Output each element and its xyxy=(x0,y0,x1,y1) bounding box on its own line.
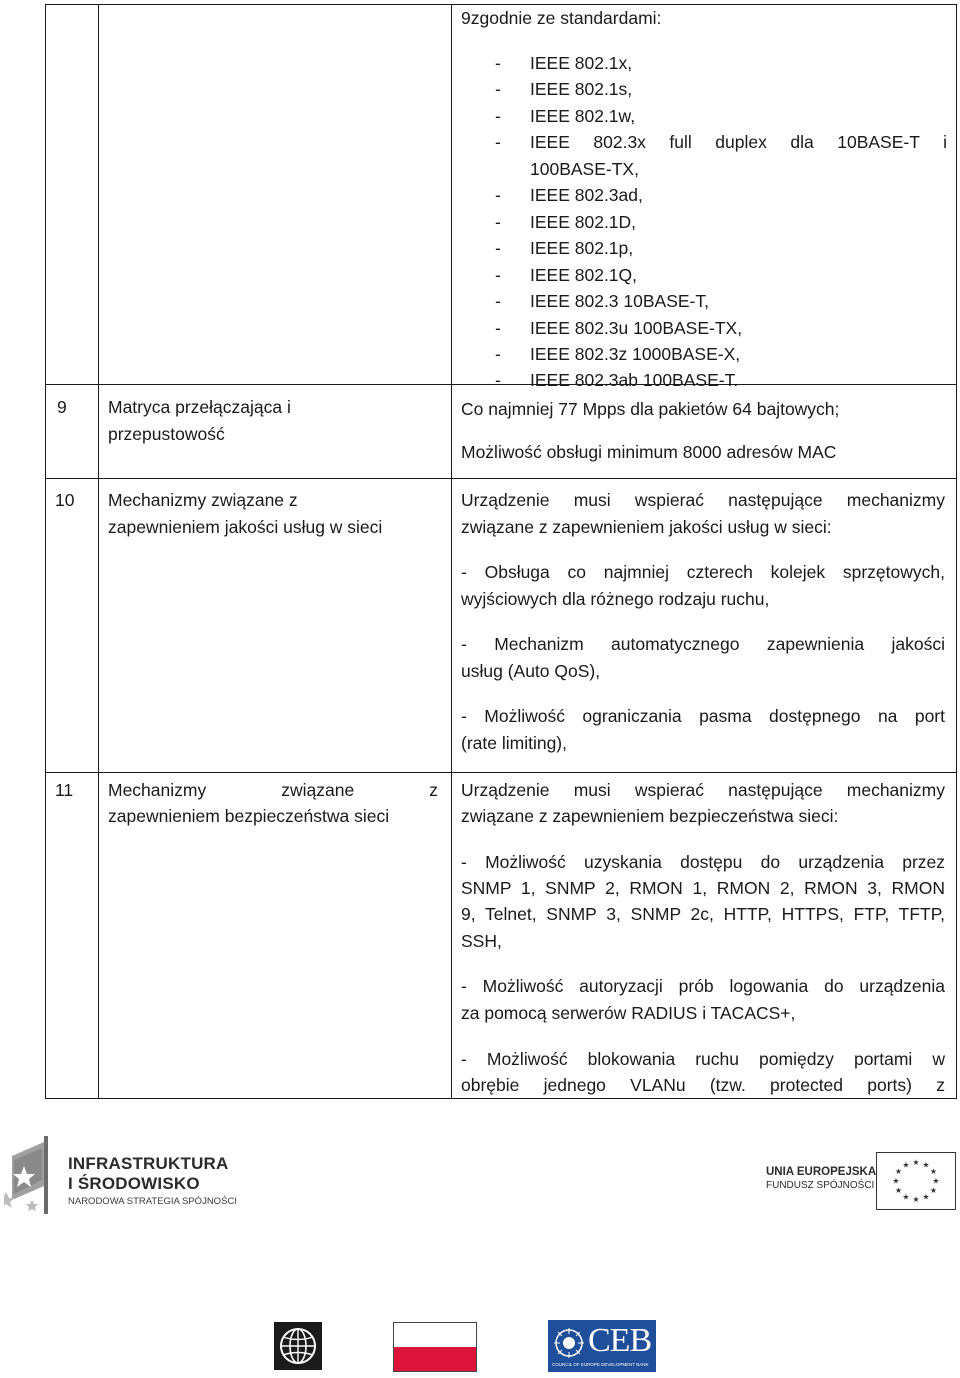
row-number: 11 xyxy=(55,780,74,800)
table-left-border xyxy=(45,4,46,1099)
eu-flag-icon xyxy=(876,1152,956,1212)
row-description-line: (rate limiting), xyxy=(461,733,567,753)
svg-text:★: ★ xyxy=(929,1186,938,1195)
row-description-line: Urządzenie musi wspierać następujące mechanizmy xyxy=(461,490,945,510)
flag-white-stripe xyxy=(394,1323,476,1347)
row-description-line: związane z zapewnieniem bezpieczeństwa sieci: xyxy=(461,806,839,826)
svg-text:★: ★ xyxy=(929,1167,938,1176)
row-description-line: - Możliwość autoryzacji prób logowania do urządzenia xyxy=(461,976,945,996)
logo-text-line: INFRASTRUKTURA xyxy=(68,1154,229,1173)
row-number: 10 xyxy=(55,490,75,510)
poland-flag xyxy=(393,1322,477,1372)
logo-text-line: NARODOWA STRATEGIA SPÓJNOŚCI xyxy=(68,1196,237,1207)
row-number: 9 xyxy=(57,397,67,417)
row-description-line: SSH, xyxy=(461,931,502,951)
svg-text:★: ★ xyxy=(922,1192,930,1202)
row-description-line: usług (Auto QoS), xyxy=(461,661,601,681)
row-description-line: 9, Telnet, SNMP 3, SNMP 2c, HTTP, HTTPS, FTP, TFTP, xyxy=(461,904,945,924)
flag-red-stripe xyxy=(394,1347,476,1371)
svg-text:★: ★ xyxy=(894,1167,903,1176)
row-description-line: Co najmniej 77 Mpps dla pakietów 64 bajtowych; xyxy=(461,399,840,419)
svg-text:★: ★ xyxy=(892,1176,900,1186)
row-name-line: zapewnieniem bezpieczeństwa sieci xyxy=(108,806,390,826)
logo-text-line: UNIA EUROPEJSKA xyxy=(766,1166,877,1178)
row-description-line: Możliwość obsługi minimum 8000 adresów MAC xyxy=(461,442,837,462)
eu-cohesion-fund-logo xyxy=(766,1150,956,1212)
ceb-text: CEB xyxy=(588,1322,652,1359)
logo-text-line: FUNDUSZ SPÓJNOŚCI xyxy=(766,1180,875,1191)
row-description-line: wyjściowych dla różnego rodzaju ruchu, xyxy=(461,589,770,609)
svg-text:★: ★ xyxy=(922,1160,930,1170)
row-description-line: Urządzenie musi wspierać następujące mechanizmy xyxy=(461,780,945,800)
row-name-line: Mechanizmy związane z xyxy=(108,490,298,510)
infrastruktura-srodowisko-logo xyxy=(4,1136,244,1218)
row-description-line: za pomocą serwerów RADIUS i TACACS+, xyxy=(461,1003,796,1023)
row-description-line: - Możliwość ograniczania pasma dostępnego na port xyxy=(461,706,945,726)
svg-text:★: ★ xyxy=(894,1186,903,1195)
svg-text:★: ★ xyxy=(902,1192,910,1202)
svg-text:★: ★ xyxy=(912,1158,920,1167)
star-flag-icon xyxy=(4,1136,60,1218)
ceb-subtext: COUNCIL OF EUROPE DEVELOPMENT BANK xyxy=(552,1362,649,1367)
svg-text:★: ★ xyxy=(932,1176,940,1186)
row-border xyxy=(45,478,957,479)
row-name-line: przepustowość xyxy=(108,424,225,444)
logo-text-line: I ŚRODOWISKO xyxy=(68,1174,200,1193)
svg-text:★: ★ xyxy=(902,1160,910,1170)
row-name-line: Matryca przełączająca i xyxy=(108,397,291,417)
row-border xyxy=(45,772,957,773)
row-description-line: - Obsługa co najmniej czterech kolejek sprzętowych, xyxy=(461,562,945,582)
row-description-line: SNMP 1, SNMP 2, RMON 1, RMON 2, RMON 3, RMON xyxy=(461,878,945,898)
standards-intro: 9zgodnie ze standardami: xyxy=(461,8,662,28)
row-name-line: zapewnieniem jakości usług w sieci xyxy=(108,517,383,537)
document-page: 9zgodnie ze standardami: - IEEE 802.1x, - IEEE 802.1s, - IEEE 802.1w, - IEEE 802.3x full duplex dla 10BASE-T i 100BASE-TX, - IEEE 802.3ad, - IEEE 802.1D, - IEEE 802.1p, - IEEE 802.1Q, - IEEE 802.3 10BASE-T, - IEEE 802.3u 100BASE-TX, - IEEE 802.3z 1000BASE-X, - IEEE 802.3ab 100BASE-T. 9 Matryca przełączająca i przepustowość Co najmniej 77 Mpps dla pakietów 64 bajtowych; Możliwość obsługi minimum 8000 adresów MAC 10 Mechanizmy związane z zapewnieniem jakości usług w sieci Urządzenie musi wspierać następujące mechanizmy związane z zapewnieniem jakości usług w sieci: - Obsługa co najmniej czterech kolejek sprzętowych, wyjściowych dla różnego rodzaju ruchu, - Mechanizm automatycznego zapewnienia jakości usług (Auto QoS), - Możliwość ograniczania pasma dostępnego na port (rate limiting), 11 Mechanizmy związane z zapewnieniem bezpieczeństwa sieci Urządzenie musi wspierać następujące mechanizmy związane z zapewnieniem bezpieczeństwa sieci: - Możliwość uzyskania dostępu do urządzenia przez SNMP 1, SNMP 2, RMON 1, RMON 2, RMON 3, RMON 9, Telnet, SNMP 3, SNMP 2c, HTTP, HTTPS, FTP, TFTP, SSH, - Możliwość autoryzacji prób logowania do urządzenia za pomocą serwerów RADIUS i TACACS+, - Możliwość blokowania ruchu pomiędzy portami w obrębie jednego VLANu (tzw. protected ports) z INFRASTRUKTURA I ŚRODOWISKO NARODOWA STRATEGIA SPÓJNOŚCI UNIA EUROPEJSKA FUNDUSZ SPÓJNOŚCI ★ ★ ★ ★ ★ ★ ★ ★ ★ ★ ★ ★ CEB COUNCIL OF EUROPE DEVELOPMENT BANK xyxy=(0,0,960,1378)
table-right-border xyxy=(956,4,957,1099)
row-name-line: Mechanizmy związane z xyxy=(108,780,438,800)
row-description-line: - Możliwość blokowania ruchu pomiędzy portami w xyxy=(461,1049,945,1069)
row-description-line: związane z zapewnieniem jakości usług w sieci: xyxy=(461,517,832,537)
globe-icon xyxy=(274,1322,322,1370)
ceb-logo xyxy=(548,1320,656,1372)
row-description-line: - Możliwość uzyskania dostępu do urządzenia przez xyxy=(461,852,945,872)
column-border xyxy=(451,4,452,1099)
svg-text:★: ★ xyxy=(912,1195,920,1204)
row-description-line: - Mechanizm automatycznego zapewnienia jakości xyxy=(461,634,945,654)
row-description-line: obrębie jednego VLANu (tzw. protected ports) z xyxy=(461,1075,945,1095)
column-border xyxy=(98,4,99,1099)
world-bank-globe-logo xyxy=(274,1322,322,1370)
ceb-emblem-icon xyxy=(552,1326,586,1360)
